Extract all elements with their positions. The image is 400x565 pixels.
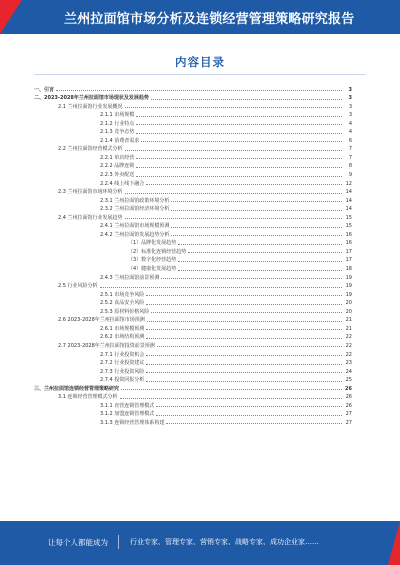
- header-accent-stripe: [0, 0, 22, 34]
- toc-entry[interactable]: [0, 161, 400, 170]
- toc-entry-label: 2.1.2 行业特点: [100, 120, 135, 127]
- toc-entry[interactable]: [0, 246, 400, 255]
- toc-entry[interactable]: [0, 298, 400, 307]
- toc-dot-leader: [125, 150, 342, 151]
- toc-entry-page: 8: [348, 163, 352, 170]
- toc-entry-page: 3: [348, 95, 352, 102]
- toc-entry-label: 3.1.2 加盟连锁管理模式: [100, 411, 155, 418]
- toc-dot-leader: [188, 252, 342, 253]
- toc-entry-page: 25: [345, 377, 352, 384]
- toc-entry[interactable]: [0, 93, 400, 102]
- toc-entry[interactable]: [0, 263, 400, 272]
- toc-divider: [34, 74, 366, 75]
- toc-entry-page: 3: [348, 103, 352, 110]
- toc-entry[interactable]: [0, 349, 400, 358]
- toc-entry[interactable]: [0, 332, 400, 341]
- toc-entry-label: 2.2.1 单店经营: [100, 154, 135, 161]
- toc-entry-page: 26: [345, 402, 352, 409]
- toc-entry-label: 2.5 行业风险分析: [58, 283, 98, 290]
- toc-dot-leader: [171, 235, 342, 236]
- toc-entry-label: 三、兰州拉面馆连锁经营管理策略研究: [34, 385, 120, 392]
- toc-entry-label: 3.1.3 连锁经营管理体系构建: [100, 419, 165, 426]
- toc-entry-page: 7: [348, 154, 352, 161]
- toc-entry-page: 27: [345, 411, 352, 418]
- toc-entry[interactable]: [0, 255, 400, 264]
- toc-entry-page: 18: [345, 266, 352, 273]
- toc-entry-label: 2.4 兰州拉面馆行业发展趋势: [58, 214, 123, 221]
- toc-dot-leader: [151, 312, 342, 313]
- toc-dot-leader: [151, 99, 342, 100]
- toc-entry-page: 15: [345, 223, 352, 230]
- toc-entry[interactable]: [0, 375, 400, 384]
- toc-dot-leader: [136, 158, 342, 159]
- toc-entry-page: 20: [345, 308, 352, 315]
- toc-entry[interactable]: [0, 221, 400, 230]
- toc-entry-label: （1）品牌化发展趋势: [128, 240, 177, 247]
- toc-entry-label: 2.1.3 竞争态势: [100, 129, 135, 136]
- toc-dot-leader: [136, 116, 342, 117]
- toc-dot-leader: [125, 218, 342, 219]
- toc-dot-leader: [125, 193, 342, 194]
- toc-entry-label: 2.3 兰州拉面馆市场环境分析: [58, 189, 123, 196]
- toc-entry-page: 19: [345, 283, 352, 290]
- toc-entry-page: 14: [345, 206, 352, 213]
- toc-entry[interactable]: [0, 366, 400, 375]
- toc-entry-label: 3.1 连锁经营管理模式分析: [58, 394, 118, 401]
- toc-entry-label: （3）数字化经营趋势: [128, 257, 177, 264]
- toc-entry[interactable]: [0, 272, 400, 281]
- toc-entry-page: 17: [345, 257, 352, 264]
- toc-dot-leader: [146, 295, 342, 296]
- page-footer: [0, 521, 400, 565]
- toc-entry-label: 2.6 2023-2028年兰州拉面馆市场预测: [58, 317, 145, 324]
- toc-entry[interactable]: [0, 195, 400, 204]
- toc-entry-page: 19: [345, 291, 352, 298]
- toc-entry-label: 2.3.2 兰州拉面馆经济环境分析: [100, 206, 170, 213]
- toc-dot-leader: [171, 201, 342, 202]
- toc-dot-leader: [156, 415, 342, 416]
- toc-heading: 内容目录: [175, 55, 225, 69]
- footer-slogan: 让每个人都能成为: [48, 538, 108, 547]
- toc-dot-leader: [120, 398, 342, 399]
- toc-entry-label: 2.4.2 兰州拉面馆发展趋势分析: [100, 231, 170, 238]
- toc-entry-page: 14: [345, 197, 352, 204]
- toc-entry[interactable]: [0, 306, 400, 315]
- toc-entry-page: 12: [345, 180, 352, 187]
- toc-entry-page: 19: [345, 274, 352, 281]
- toc-entry[interactable]: [0, 144, 400, 153]
- toc-dot-leader: [136, 167, 342, 168]
- toc-entry-page: 9: [348, 172, 352, 179]
- toc-entry[interactable]: [0, 152, 400, 161]
- toc-entry-page: 3: [348, 86, 352, 93]
- toc-entry[interactable]: [0, 315, 400, 324]
- toc-entry-label: 2.7.4 投资回报分析: [100, 377, 145, 384]
- footer-accent-stripe: [388, 521, 400, 565]
- toc-entry-page: 16: [345, 240, 352, 247]
- toc-entry-page: 24: [345, 368, 352, 375]
- toc-dot-leader: [146, 372, 342, 373]
- toc-entry[interactable]: [0, 400, 400, 409]
- toc-dot-leader: [146, 184, 342, 185]
- toc-entry-page: 17: [345, 248, 352, 255]
- toc-dot-leader: [146, 329, 342, 330]
- footer-separator: [118, 535, 119, 549]
- toc-entry-page: 7: [348, 146, 352, 153]
- toc-entry[interactable]: [0, 212, 400, 221]
- footer-tagline: 行业专家、管理专家、营销专家、战略专家、成功企业家……: [130, 538, 319, 546]
- toc-entry[interactable]: [0, 392, 400, 401]
- toc-dot-leader: [146, 381, 342, 382]
- toc-entry-label: 一、引言: [34, 86, 55, 93]
- toc-dot-leader: [147, 321, 342, 322]
- toc-dot-leader: [161, 278, 342, 279]
- toc-dot-leader: [178, 270, 342, 271]
- toc-dot-leader: [146, 355, 342, 356]
- toc-dot-leader: [171, 227, 342, 228]
- toc-dot-leader: [171, 210, 342, 211]
- toc-dot-leader: [136, 133, 342, 134]
- toc-entry-label: 2.5.3 原材料价格风险: [100, 308, 150, 315]
- toc-entry-label: 2.2.4 线上线下融合: [100, 180, 145, 187]
- toc-dot-leader: [178, 244, 342, 245]
- toc-entry-page: 21: [345, 325, 352, 332]
- toc-entry[interactable]: [0, 289, 400, 298]
- toc-entry[interactable]: [0, 323, 400, 332]
- toc-entry-label: （2）标准化连锁经营趋势: [128, 248, 187, 255]
- toc-entry[interactable]: [0, 229, 400, 238]
- toc-entry-page: 26: [345, 385, 352, 392]
- toc-entry[interactable]: [0, 101, 400, 110]
- toc-dot-leader: [141, 141, 342, 142]
- toc-entry[interactable]: [0, 409, 400, 418]
- toc-entry-label: 二、2023-2028年兰州拉面馆市场现状及发展趋势: [34, 95, 149, 102]
- toc-entry[interactable]: [0, 178, 400, 187]
- toc-entry[interactable]: [0, 383, 400, 392]
- toc-dot-leader: [178, 261, 342, 262]
- toc-entry-label: 2.3.1 兰州拉面馆政策环境分析: [100, 197, 170, 204]
- toc-entry-label: 2.4.3 兰州拉面馆前景预测: [100, 274, 160, 281]
- page-header: [0, 0, 400, 34]
- toc-entry-page: 21: [345, 317, 352, 324]
- toc-entry-label: 2.2 兰州拉面馆经营模式分析: [58, 146, 123, 153]
- toc-entry-label: 2.6.1 市场规模预测: [100, 325, 145, 332]
- toc-entry-page: 16: [345, 231, 352, 238]
- toc-dot-leader: [125, 107, 342, 108]
- toc-entry[interactable]: [0, 238, 400, 247]
- toc-entry-label: 2.1.4 消费者需求: [100, 137, 140, 144]
- toc-entry[interactable]: [0, 281, 400, 290]
- toc-entry-page: 3: [348, 112, 352, 119]
- toc-entry-label: 3.1.1 直营连锁管理模式: [100, 402, 155, 409]
- toc-entry-page: 6: [348, 137, 352, 144]
- toc-entry[interactable]: [0, 358, 400, 367]
- toc-entry[interactable]: [0, 187, 400, 196]
- toc-entry-page: 22: [345, 342, 352, 349]
- toc-entry[interactable]: [0, 340, 400, 349]
- toc-entry-page: 22: [345, 351, 352, 358]
- toc-entry-label: 2.1 兰州拉面馆行业发展概况: [58, 103, 123, 110]
- toc-entry-page: 27: [345, 419, 352, 426]
- toc-entry[interactable]: [0, 417, 400, 426]
- toc-entry-label: （4）健康化发展趋势: [128, 266, 177, 273]
- toc-entry-label: 2.7.3 行业投资风险: [100, 368, 145, 375]
- toc-entry-label: 2.1.1 市场规模: [100, 112, 135, 119]
- toc-entry-page: 4: [348, 129, 352, 136]
- toc-entry[interactable]: [0, 110, 400, 119]
- toc-entry-label: 2.2.3 外卖配送: [100, 172, 135, 179]
- toc-entry-page: 23: [345, 360, 352, 367]
- toc-entry[interactable]: [0, 169, 400, 178]
- toc-dot-leader: [121, 389, 342, 390]
- toc-dot-leader: [100, 287, 342, 288]
- toc-entry-label: 2.2.2 品牌连锁: [100, 163, 135, 170]
- toc-entry[interactable]: [0, 135, 400, 144]
- toc-entry-label: 2.6.2 市场结构预测: [100, 334, 145, 341]
- toc-entry-page: 15: [345, 214, 352, 221]
- toc-entry-label: 2.7.1 行业投资机会: [100, 351, 145, 358]
- toc-dot-leader: [136, 176, 342, 177]
- toc-dot-leader: [56, 90, 342, 91]
- toc-dot-leader: [166, 423, 342, 424]
- toc-entry-page: 26: [345, 394, 352, 401]
- toc-entry-page: 22: [345, 334, 352, 341]
- toc-entry-label: 2.7.2 行业投资建议: [100, 360, 145, 367]
- toc-entry-label: 2.5.2 食品安全风险: [100, 300, 145, 307]
- toc-entry-label: 2.4.1 兰州拉面馆市场规模预测: [100, 223, 170, 230]
- toc-dot-leader: [136, 124, 342, 125]
- toc-entry[interactable]: [0, 118, 400, 127]
- toc-entry-label: 2.5.1 市场竞争风险: [100, 291, 145, 298]
- toc-dot-leader: [156, 406, 342, 407]
- report-title: 兰州拉面馆市场分析及连锁经营管理策略研究报告: [64, 12, 355, 27]
- toc-dot-leader: [146, 338, 342, 339]
- toc-entry[interactable]: [0, 84, 400, 93]
- toc-dot-leader: [146, 304, 342, 305]
- table-of-contents: [0, 84, 400, 426]
- toc-entry-label: 2.7 2023-2028年兰州拉面馆投资前景预测: [58, 342, 155, 349]
- toc-entry[interactable]: [0, 204, 400, 213]
- toc-entry-page: 20: [345, 300, 352, 307]
- toc-entry-page: 4: [348, 120, 352, 127]
- toc-dot-leader: [157, 346, 342, 347]
- toc-entry-page: 14: [345, 189, 352, 196]
- toc-dot-leader: [146, 364, 342, 365]
- toc-entry[interactable]: [0, 127, 400, 136]
